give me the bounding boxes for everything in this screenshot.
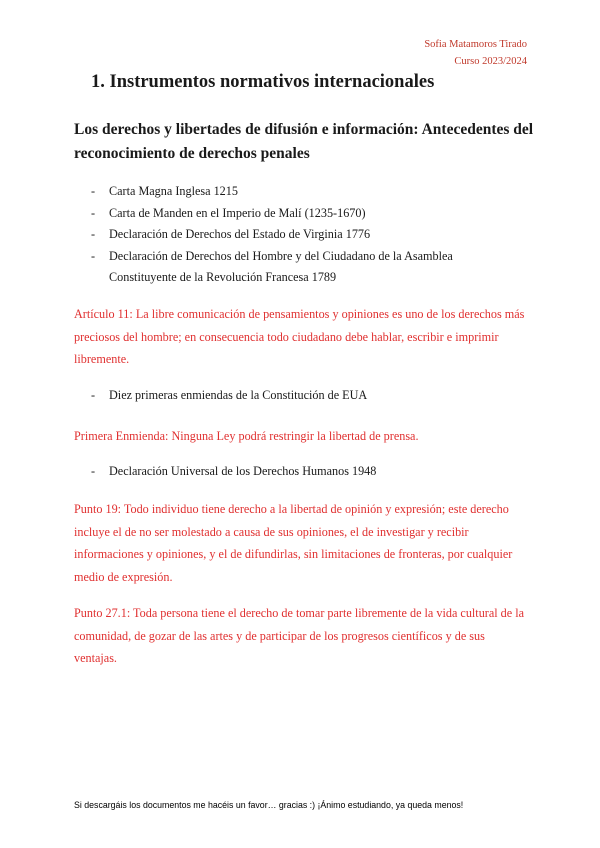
course-year: Curso 2023/2024	[454, 56, 527, 67]
udhr-list	[91, 461, 509, 483]
list-item-text: Carta de Manden en el Imperio de Malí (1235-1670)	[109, 205, 366, 220]
author-name: Sofia Matamoros Tirado	[424, 39, 527, 50]
bullet-dash: -	[91, 205, 96, 220]
bullet-dash: -	[91, 227, 96, 241]
list-item	[91, 224, 509, 246]
list-item	[91, 246, 509, 289]
section-subtitle: Los derechos y libertades de difusión e información: Antecedentes del reconocimiento de derechos penales	[74, 121, 534, 162]
list-item-text: Carta Magna Inglesa 1215	[109, 184, 238, 198]
point-19-quote: Punto 19: Todo individuo tiene derecho a la libertad de opinión y expresión; este derecho incluye el de no ser molestado a causa de sus opiniones, el de investigar y recibir informaciones y opiniones, y el de difundirlas, sin limitaciones de fronteras, por cualquier medio de expresión.	[74, 502, 513, 584]
section-title: 1. Instrumentos normativos internacionales	[91, 72, 435, 92]
bullet-dash: -	[91, 464, 96, 478]
list-item	[91, 203, 509, 225]
bullet-dash: -	[91, 184, 96, 198]
list-item	[91, 385, 509, 407]
first-amendment-quote: Primera Enmienda: Ninguna Ley podrá restringir la libertad de prensa.	[74, 429, 419, 443]
list-item-text: Declaración de Derechos del Hombre y del Ciudadano de la Asamblea Constituyente de la Revolución Francesa 1789	[109, 248, 453, 284]
amendments-list	[91, 385, 509, 407]
list-item	[91, 181, 509, 203]
point-27-quote: Punto 27.1: Toda persona tiene el derecho de tomar parte libremente de la vida cultural de la comunidad, de gozar de las artes y de participar de los progresos científicos y de sus ventajas.	[74, 606, 525, 665]
bullet-dash: -	[91, 388, 96, 402]
list-item	[91, 461, 509, 483]
list-item-text: Declaración Universal de los Derechos Humanos 1948	[109, 464, 377, 478]
list-item-text: Declaración de Derechos del Estado de Virginia 1776	[109, 227, 371, 241]
article-11-quote: Artículo 11: La libre comunicación de pensamientos y opiniones es uno de los derechos más preciosos del hombre; en consecuencia todo ciudadano debe hablar, escribir e imprimir libremente.	[74, 307, 525, 366]
list-item-text: Diez primeras enmiendas de la Constitución de EUA	[109, 388, 368, 402]
antecedents-list	[91, 181, 509, 289]
page-header	[424, 36, 527, 70]
page-footer: Si descargáis los documentos me hacéis un favor… gracias :) ¡Ánimo estudiando, ya queda menos!	[74, 800, 464, 810]
bullet-dash: -	[91, 248, 96, 263]
